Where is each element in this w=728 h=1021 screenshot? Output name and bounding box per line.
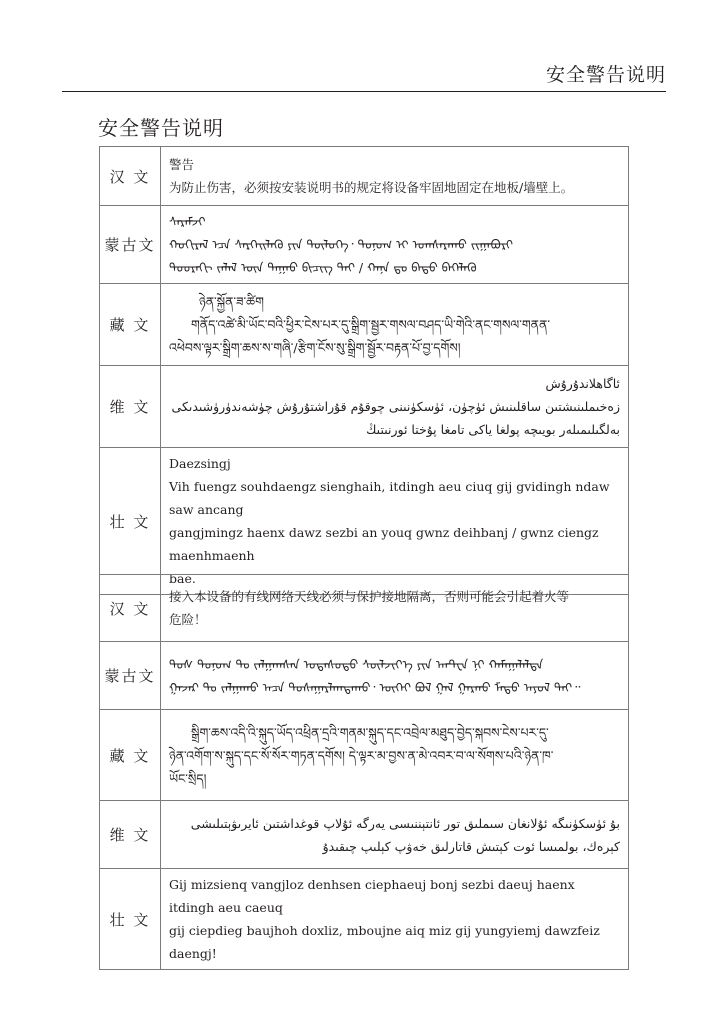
warning-text-mongolian (161, 642, 629, 710)
language-label: 蒙古文 (100, 642, 161, 710)
text-line: ཡོང་སྲིད། (169, 770, 207, 786)
warning-text-zhuang (161, 869, 629, 970)
text-line: كېرەك، بولمىسا ئوت كېتىش قاتارلىق خەۋپ كېلىپ چىقىدۇ (322, 838, 620, 854)
warning-text-tibetan (161, 284, 629, 366)
warning-text-zhuang (161, 448, 629, 595)
text-line: ᠳᠣᠣᠷᠠᠬᠢ ᠵᠠᠯᠠᠯ ᠦᠨ ᠳᠠᠭᠠᠤ ᠪᠢᠴᠢᠭ ᠲᠡᠢ / ᠬᠠᠨᠠ ᠳᠤ ᠪᠠᠲᠤ ᠪᠡᠭᠡᠯᠡᠬᠦ (169, 260, 477, 275)
warning-text-tibetan (161, 710, 629, 801)
text-line: ᠲᠤᠰ ᠲᠣᠨᠣᠭ ᠲᠤ ᠵᠠᠯᠭᠠᠭᠰᠠᠨ ᠤᠲᠠᠰᠤᠲᠤ ᠰᠦᠯᠵᠢᠶ᠎ᠡ ᠶᠢᠨ ᠠᠨᠲ᠋ᠧᠨ ᠨᠢ ᠬᠠᠮᠠᠭᠠᠯᠠᠯᠲᠠ (169, 656, 544, 672)
table-row-uyghur (100, 801, 629, 869)
text-line: Daezsingj (169, 456, 231, 471)
text-line: ᠰᠡᠷᠡᠮᠵᠢ (169, 214, 206, 229)
language-label: 藏 文 (100, 710, 161, 801)
warning-text-chinese (161, 575, 629, 642)
table-row-zhuang (100, 869, 629, 970)
text-line: ᠭᠠᠵᠠᠷ ᠲᠤ ᠵᠠᠯᠭᠠᠬᠤ ᠠᠴᠠ ᠲᠤᠰᠠᠭᠠᠷᠯᠠᠭᠳᠠᠬᠤ᠂ ᠦᠭᠡᠢ ᠪᠣᠯ ᠭᠠᠯ ᠭᠠᠷᠬᠤ ᠮᠡᠲᠦ ᠠᠶᠤᠯ ᠲᠠᠢ᠃ (169, 679, 581, 695)
table-row-chinese (100, 147, 629, 206)
warning-text-uyghur (161, 366, 629, 448)
text-line: འཕེབས་ལྟར་སྒྲིག་ཆས་ས་གཞི་/རྩིག་ངོས་སུ་སྒྲིག་སྦྱོར་བརྟན་པོ་བྱ་དགོས། (169, 340, 461, 355)
text-line: 接入本设备的有线网络天线必须与保护接地隔离，否则可能会引起着火等 (169, 589, 570, 604)
text-line: بۇ ئۈسكۈنىگە ئۇلانغان سىملىق تور ئانتېننىسى يەرگە ئۇلاپ قوغداشتىن ئايرىۋېتىلىشى (190, 815, 620, 831)
table-row-chinese (100, 575, 629, 642)
safety-warning-table-2 (99, 574, 629, 970)
text-line: Vih fuengz souhdaengz sienghaih, itdingh aeu ciuq gij gvidingh ndaw saw ancang (169, 479, 610, 517)
page-header-title: 安全警告说明 (545, 64, 666, 86)
table-row-zhuang (100, 448, 629, 595)
warning-text-mongolian (161, 206, 629, 284)
table-row-mongolian (100, 206, 629, 284)
text-line: 危险！ (169, 612, 207, 627)
language-label: 维 文 (100, 801, 161, 869)
text-line: ཉེན་འགོག་ས་སྐུད་དང་སོ་སོར་གཏན་དགོས། དེ་ལྟར་མ་བྱས་ན་མེ་འབར་བ་ལ་སོགས་པའི་ཉེན་ཁ་ (169, 747, 554, 763)
table-row-tibetan (100, 284, 629, 366)
safety-warning-table-1 (99, 146, 629, 595)
text-line: bae. (169, 571, 196, 586)
text-line: gangjmingz haenx dawz sezbi an youq gwnz deihbanj / gwnz ciengz maenhmaenh (169, 525, 599, 563)
text-line: ཉེན་སྐྱོན་ཟ་ཚིག (199, 294, 264, 309)
text-line: ئاگاھلاندۇرۇش (545, 376, 620, 391)
language-label: 维 文 (100, 366, 161, 448)
text-line: Gij mizsienq vangjloz denhsen ciephaeuj bonj sezbi daeuj haenx itdingh aeu caeuq (169, 877, 575, 915)
text-line: སྒྲིག་ཆས་འདི་འི་སྐུད་ཡོད་འཕྲིན་དྲའི་གནམ་སྐུད་དང་འབྲེལ་མཐུད་བྱེད་སྐབས་ངེས་པར་དུ་ (191, 724, 549, 740)
section-title: 安全警告说明 (98, 116, 224, 140)
language-label: 壮 文 (100, 448, 161, 595)
language-label: 汉 文 (100, 147, 161, 206)
text-line: زەخىملىنىشتىن ساقلىنىش ئۈچۈن، ئۈسكۈنىنى چوقۇم قۇراشتۇرۇش چۈشەندۈرۈشىدىكى (171, 399, 620, 414)
text-line: بەلگىلىمىلەر بويىچە پولغا ياكى تامغا پۇختا ئورنىتىڭ (366, 422, 620, 437)
language-label: 壮 文 (100, 869, 161, 970)
warning-text-chinese (161, 147, 629, 206)
warning-text-uyghur (161, 801, 629, 869)
table-row-mongolian (100, 642, 629, 710)
header-divider (62, 91, 666, 92)
language-label: 汉 文 (100, 575, 161, 642)
text-line: 警告 (169, 157, 195, 172)
table-row-uyghur (100, 366, 629, 448)
language-label: 蒙古文 (100, 206, 161, 284)
text-line: ᠬᠣᠬᠢᠷᠠᠯ ᠡᠴᠡ ᠰᠡᠷᠭᠡᠢᠯᠡᠬᠦ ᠶᠢᠨ ᠲᠥᠯᠦᠭᠡ᠂ ᠲᠣᠨᠣᠭ ᠢ ᠤᠭᠰᠠᠷᠠᠬᠤ ᠵᠢᠭᠠᠪᠤᠷᠢ (169, 237, 514, 252)
table-row-tibetan (100, 710, 629, 801)
text-line: གནོད་འཚེ་མི་ཡོང་བའི་ཕྱིར་ངེས་པར་དུ་སྒྲིག་སྦྱར་གསལ་བཤད་ཡི་གེའི་ནང་གསལ་གནན་ (191, 317, 550, 332)
text-line: gij ciepdieg baujhoh doxliz, mboujne aiq miz gij yungyiemj dawzfeiz daengj! (169, 923, 600, 961)
language-label: 藏 文 (100, 284, 161, 366)
text-line: 为防止伤害，必须按安装说明书的规定将设备牢固地固定在地板/墙壁上。 (169, 180, 574, 195)
